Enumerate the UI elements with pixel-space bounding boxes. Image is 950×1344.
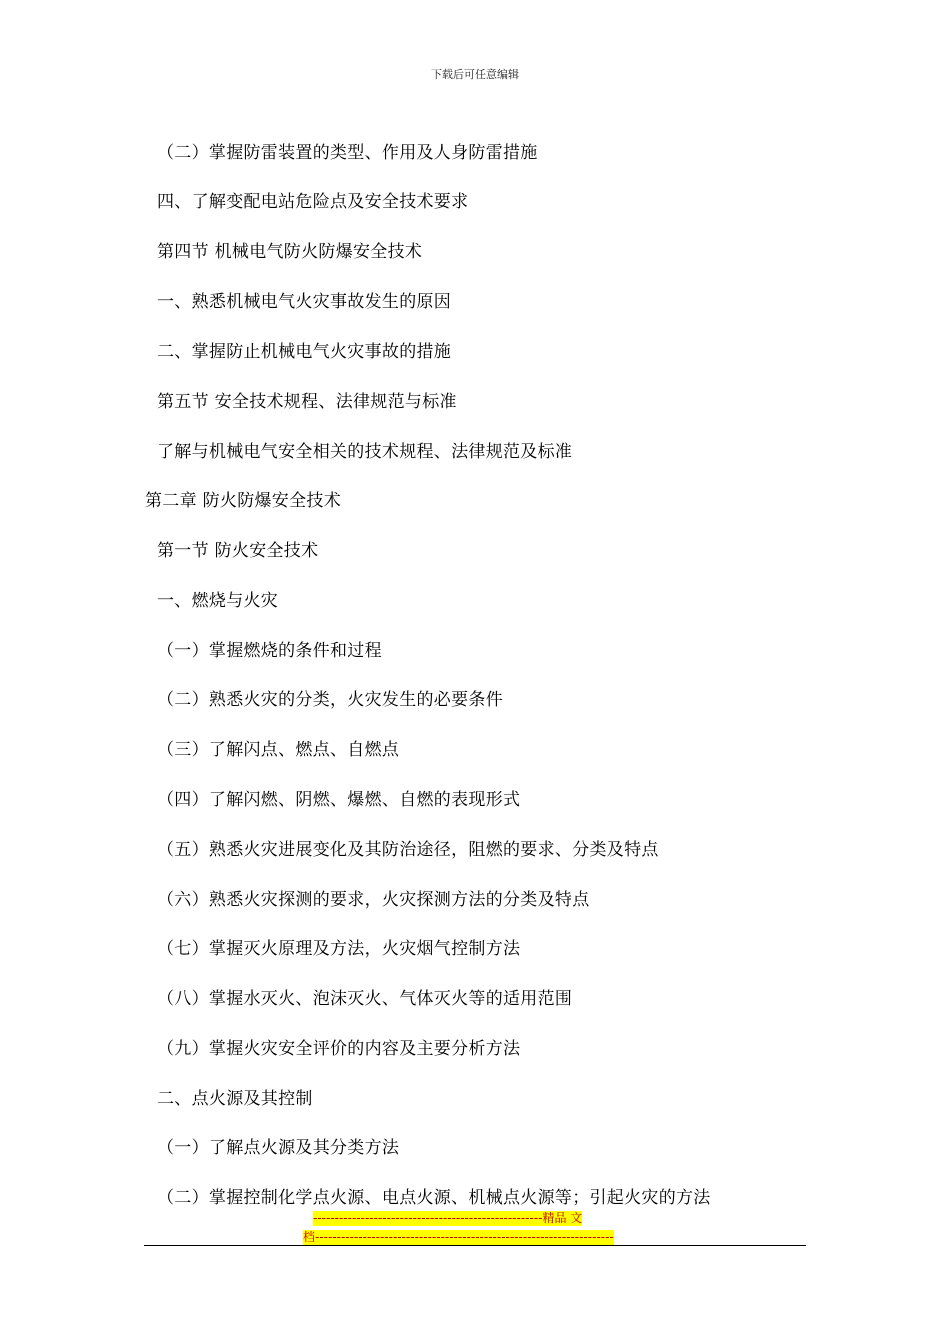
outline-line: 四、了解变配电站危险点及安全技术要求 bbox=[157, 192, 469, 212]
outline-line: 二、点火源及其控制 bbox=[157, 1089, 313, 1109]
outline-line: （八）掌握水灭火、泡沫灭火、气体灭火等的适用范围 bbox=[157, 989, 573, 1009]
outline-line: （三）了解闪点、燃点、自燃点 bbox=[157, 740, 400, 760]
outline-line: 第四节 机械电气防火防爆安全技术 bbox=[157, 242, 423, 262]
outline-line: （二）掌握控制化学点火源、电点火源、机械点火源等；引起火灾的方法 bbox=[157, 1188, 711, 1208]
chapter-heading: 第二章 防火防爆安全技术 bbox=[145, 491, 342, 511]
page-header-note: 下载后可任意编辑 bbox=[431, 68, 519, 81]
outline-line: （六）熟悉火灾探测的要求，火灾探测方法的分类及特点 bbox=[157, 890, 590, 910]
outline-line: （五）熟悉火灾进展变化及其防治途径，阻燃的要求、分类及特点 bbox=[157, 840, 659, 860]
stamp-line-1: -----------------------------------------------------精品 文 bbox=[313, 1211, 583, 1225]
outline-line: 一、熟悉机械电气火灾事故发生的原因 bbox=[157, 292, 452, 312]
outline-line: （二）熟悉火灾的分类，火灾发生的必要条件 bbox=[157, 690, 503, 710]
watermark-stamp bbox=[303, 1211, 648, 1249]
outline-line: 第一节 防火安全技术 bbox=[157, 541, 319, 561]
outline-line: （二）掌握防雷装置的类型、作用及人身防雷措施 bbox=[157, 143, 538, 163]
stamp-line-2: 档--------------------------------------------------------------------- bbox=[303, 1230, 614, 1244]
outline-line: （七）掌握灭火原理及方法，火灾烟气控制方法 bbox=[157, 939, 521, 959]
outline-line: （九）掌握火灾安全评价的内容及主要分析方法 bbox=[157, 1039, 521, 1059]
outline-line: （一）掌握燃烧的条件和过程 bbox=[157, 641, 382, 661]
outline-line: 一、燃烧与火灾 bbox=[157, 591, 279, 611]
outline-line: 第五节 安全技术规程、法律规范与标准 bbox=[157, 392, 457, 412]
outline-line: （一）了解点火源及其分类方法 bbox=[157, 1138, 400, 1158]
outline-line: 了解与机械电气安全相关的技术规程、法律规范及标准 bbox=[157, 442, 573, 462]
outline-line: （四）了解闪燃、阴燃、爆燃、自燃的表现形式 bbox=[157, 790, 521, 810]
outline-line: 二、掌握防止机械电气火灾事故的措施 bbox=[157, 342, 452, 362]
footer-divider bbox=[144, 1245, 806, 1246]
